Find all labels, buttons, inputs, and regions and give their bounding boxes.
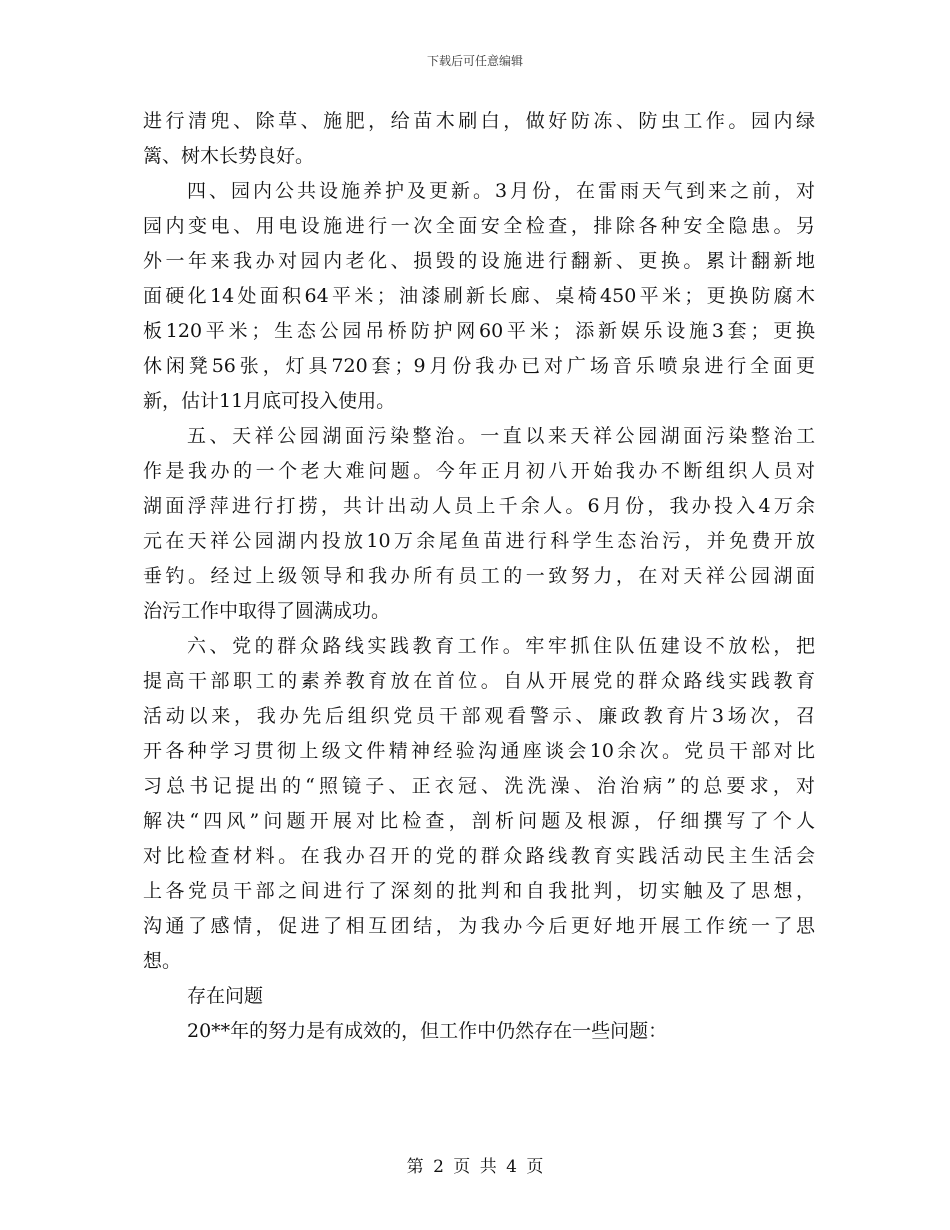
- text-line: 开各种学习贯彻上级文件精神经验沟通座谈会10余次。党员干部对比: [143, 740, 815, 762]
- text-line: 进行清兜、除草、施肥，给苗木刷白，做好防冻、防虫工作。园内绿: [143, 110, 815, 132]
- paragraph-start-line: 四、园内公共设施养护及更新。3月份，在雷雨天气到来之前，对: [187, 180, 815, 202]
- text-line: 板120平米；生态公园吊桥防护网60平米；添新娱乐设施3套；更换: [143, 320, 815, 342]
- text-line: 想。: [143, 950, 182, 972]
- text-line: 作是我办的一个老大难问题。今年正月初八开始我办不断组织人员对: [143, 460, 815, 482]
- paragraph-start-line: 20**年的努力是有成效的，但工作中仍然存在一些问题：: [187, 1020, 668, 1042]
- text-line: 湖面浮萍进行打捞，共计出动人员上千余人。6月份，我办投入4万余: [143, 495, 815, 517]
- header-note: 下载后可任意编辑: [426, 54, 523, 68]
- page-number: 第 2 页 共 4 页: [406, 1157, 544, 1177]
- text-line: 对比检查材料。在我办召开的党的群众路线教育实践活动民主生活会: [143, 845, 815, 867]
- paragraph-start-line: 五、天祥公园湖面污染整治。一直以来天祥公园湖面污染整治工: [187, 425, 815, 447]
- text-line: 治污工作中取得了圆满成功。: [143, 600, 391, 622]
- text-line: 休闲凳56张，灯具720套；9月份我办已对广场音乐喷泉进行全面更: [143, 355, 815, 377]
- section-heading: 存在问题: [187, 985, 264, 1007]
- text-line: 垂钓。经过上级领导和我办所有员工的一致努力，在对天祥公园湖面: [143, 565, 815, 587]
- text-line: 活动以来，我办先后组织党员干部观看警示、廉政教育片3场次，召: [143, 705, 815, 727]
- text-line: 新，估计11月底可投入使用。: [143, 390, 396, 412]
- paragraph-start-line: 六、党的群众路线实践教育工作。牢牢抓住队伍建设不放松，把: [187, 635, 815, 657]
- text-line: 提高干部职工的素养教育放在首位。自从开展党的群众路线实践教育: [143, 670, 815, 692]
- text-line: 解决“四风”问题开展对比检查，剖析问题及根源，仔细撰写了个人: [143, 810, 815, 832]
- text-line: 面硬化14处面积64平米；油漆刷新长廊、桌椅450平米；更换防腐木: [143, 285, 815, 307]
- text-line: 上各党员干部之间进行了深刻的批判和自我批判，切实触及了思想，: [143, 880, 815, 902]
- text-line: 园内变电、用电设施进行一次全面安全检查，排除各种安全隐患。另: [143, 215, 815, 237]
- text-line: 元在天祥公园湖内投放10万余尾鱼苗进行科学生态治污，并免费开放: [143, 530, 815, 552]
- text-line: 外一年来我办对园内老化、损毁的设施进行翻新、更换。累计翻新地: [143, 250, 815, 272]
- document-body: [143, 104, 815, 1049]
- text-line: 篱、树木长势良好。: [143, 145, 315, 167]
- text-line: 习总书记提出的“照镜子、正衣冠、洗洗澡、治治病”的总要求，对: [143, 775, 815, 797]
- text-line: 沟通了感情，促进了相互团结，为我办今后更好地开展工作统一了思: [143, 915, 815, 937]
